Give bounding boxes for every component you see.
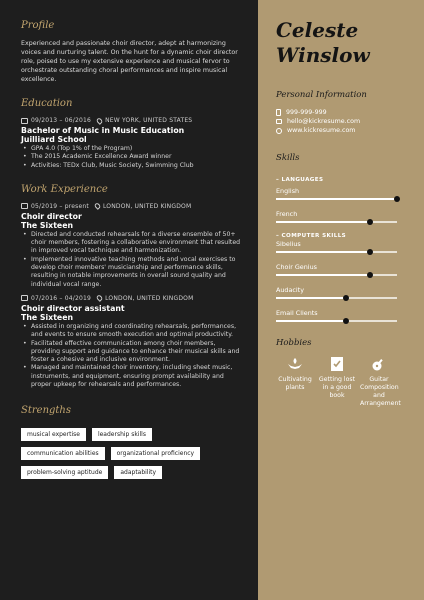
guitar-icon (371, 356, 387, 372)
calendar-icon (21, 295, 28, 301)
job-meta (21, 295, 244, 302)
list-item: • The 2015 Academic Excellence Award winner (21, 153, 244, 161)
sidebar (258, 0, 424, 600)
web-text[interactable]: www.kickresume.com (287, 127, 356, 134)
education-school: Juilliard School (21, 135, 87, 144)
calendar-icon (21, 203, 28, 209)
list-item: • Activities: TEDx Club, Music Society, Swimming Club (21, 162, 244, 170)
skill-name: Email Clients (276, 309, 318, 317)
job-role: Choir director assistant (21, 303, 125, 313)
skill-name: English (276, 187, 300, 195)
skill-level-dot (367, 249, 373, 255)
job-role: Choir director (21, 211, 82, 221)
job-bullets (21, 323, 244, 389)
contact-web[interactable] (276, 126, 410, 135)
last-name: Winslow (276, 43, 370, 67)
skill-level-dot (367, 272, 373, 278)
job-location: LONDON, UNITED KINGDOM (105, 294, 194, 302)
skill-level-dot (394, 196, 400, 202)
profile-text: Experienced and passionate choir director, adept at harmonizing voices and nurturing talent. On the hunt for a dynamic choir director role, poised to use my extensive experience and musical fervor to orchestrate outstanding choral performances and inspire musical excellence. (21, 40, 238, 83)
job-dates: 07/2016 – 04/2019 (31, 294, 92, 302)
skill-bar (276, 317, 397, 324)
strength-chip: problem-solving aptitude (21, 466, 108, 479)
list-item: • Implemented innovative teaching methods and vocal exercises to develop choir members' musicianship and performance skills, resulting in notable improvements in overall sound quality and individual vocal range. (21, 256, 244, 289)
languages-label: – LANGUAGES (276, 177, 324, 183)
bookmark-icon (329, 356, 345, 372)
list-item: • Assisted in organizing and coordinating rehearsals, performances, and events to ensure smooth execution and optimal productivity. (21, 323, 244, 340)
skill-name: Audacity (276, 286, 304, 294)
hobby-label: Guitar Composition and Arrangement (360, 376, 401, 407)
job-bullets (21, 231, 244, 289)
list-item: • Directed and conducted rehearsals for a diverse ensemble of 50+ choir members, fostering a collaborative environment that resulted in improved vocal technique and harmonization. (21, 231, 244, 256)
job-location: LONDON, UNITED KINGDOM (102, 202, 192, 210)
contact-email[interactable] (276, 117, 410, 126)
profile-section (21, 20, 244, 84)
strengths-list (21, 428, 221, 479)
hobby-item (318, 356, 356, 408)
hobbies-list (276, 356, 410, 408)
calendar-icon (21, 118, 28, 124)
hobbies-section (276, 338, 410, 408)
education-degree: Bachelor of Music in Music Education (21, 126, 185, 135)
skill-name: Sibelius (276, 240, 301, 248)
job-entry (21, 203, 244, 289)
skill-bar (276, 195, 397, 202)
contact-phone (276, 108, 410, 117)
location-pin-icon (94, 203, 102, 211)
hobby-label: Cultivating plants (278, 376, 312, 391)
strength-chip: musical expertise (21, 428, 86, 441)
skills-section (276, 153, 410, 324)
job-meta (21, 203, 244, 210)
personal-section (276, 90, 410, 135)
email-text[interactable]: hello@kickresume.com (287, 118, 361, 125)
hobby-item (276, 356, 314, 408)
profile-title: Profile (21, 20, 55, 31)
skill-name: French (276, 210, 298, 218)
hobbies-title: Hobbies (276, 338, 312, 348)
education-dates: 09/2013 – 06/2016 (31, 117, 92, 124)
education-section (21, 98, 244, 170)
job-company: The Sixteen (21, 312, 74, 322)
hobby-label: Getting lost in a good book (318, 376, 356, 399)
skill-level-dot (343, 318, 349, 324)
personal-title: Personal Information (276, 90, 367, 100)
skill-level-dot (367, 219, 373, 225)
hobby-item (360, 356, 401, 408)
education-title: Education (21, 98, 73, 109)
location-pin-icon (96, 117, 104, 125)
computer-skills-label: – COMPUTER SKILLS (276, 233, 347, 239)
first-name: Celeste (276, 18, 359, 42)
skill-name: Choir Genius (276, 263, 317, 271)
skill-bar (276, 218, 397, 225)
experience-title: Work Experience (21, 183, 108, 195)
phone-text: 999-999-999 (286, 109, 327, 116)
skill-level-dot (343, 295, 349, 301)
experience-section (21, 184, 244, 389)
globe-icon (276, 128, 282, 134)
location-pin-icon (96, 295, 104, 303)
job-company: The Sixteen (21, 220, 74, 230)
plant-hands-icon (287, 356, 303, 372)
strength-chip: organizational proficiency (111, 447, 200, 460)
job-entry (21, 295, 244, 389)
strength-chip: communication abilities (21, 447, 105, 460)
education-bullets (21, 145, 244, 170)
strength-chip: adaptability (114, 466, 162, 479)
list-item: • Managed and maintained choir inventory, including sheet music, instruments, and equipment, ensuring prompt availability and proper upkeep for rehearsals and performances. (21, 364, 244, 389)
strengths-section (21, 405, 244, 479)
education-meta (21, 117, 244, 124)
skill-bar (276, 294, 397, 301)
list-item: • Facilitated effective communication among choir members, providing support and guidance to enhance their musical skills and foster a cohesive and inclusive environment. (21, 340, 244, 365)
phone-icon (276, 109, 281, 116)
skill-bar (276, 248, 397, 255)
skill-bar (276, 271, 397, 278)
list-item: • GPA 4.0 (Top 1% of the Program) (21, 145, 244, 153)
mail-icon (276, 119, 282, 124)
skills-title: Skills (276, 153, 300, 163)
strength-chip: leadership skills (92, 428, 152, 441)
education-location: NEW YORK, UNITED STATES (105, 117, 193, 124)
job-dates: 05/2019 – present (31, 202, 89, 210)
strengths-title: Strengths (21, 405, 71, 417)
